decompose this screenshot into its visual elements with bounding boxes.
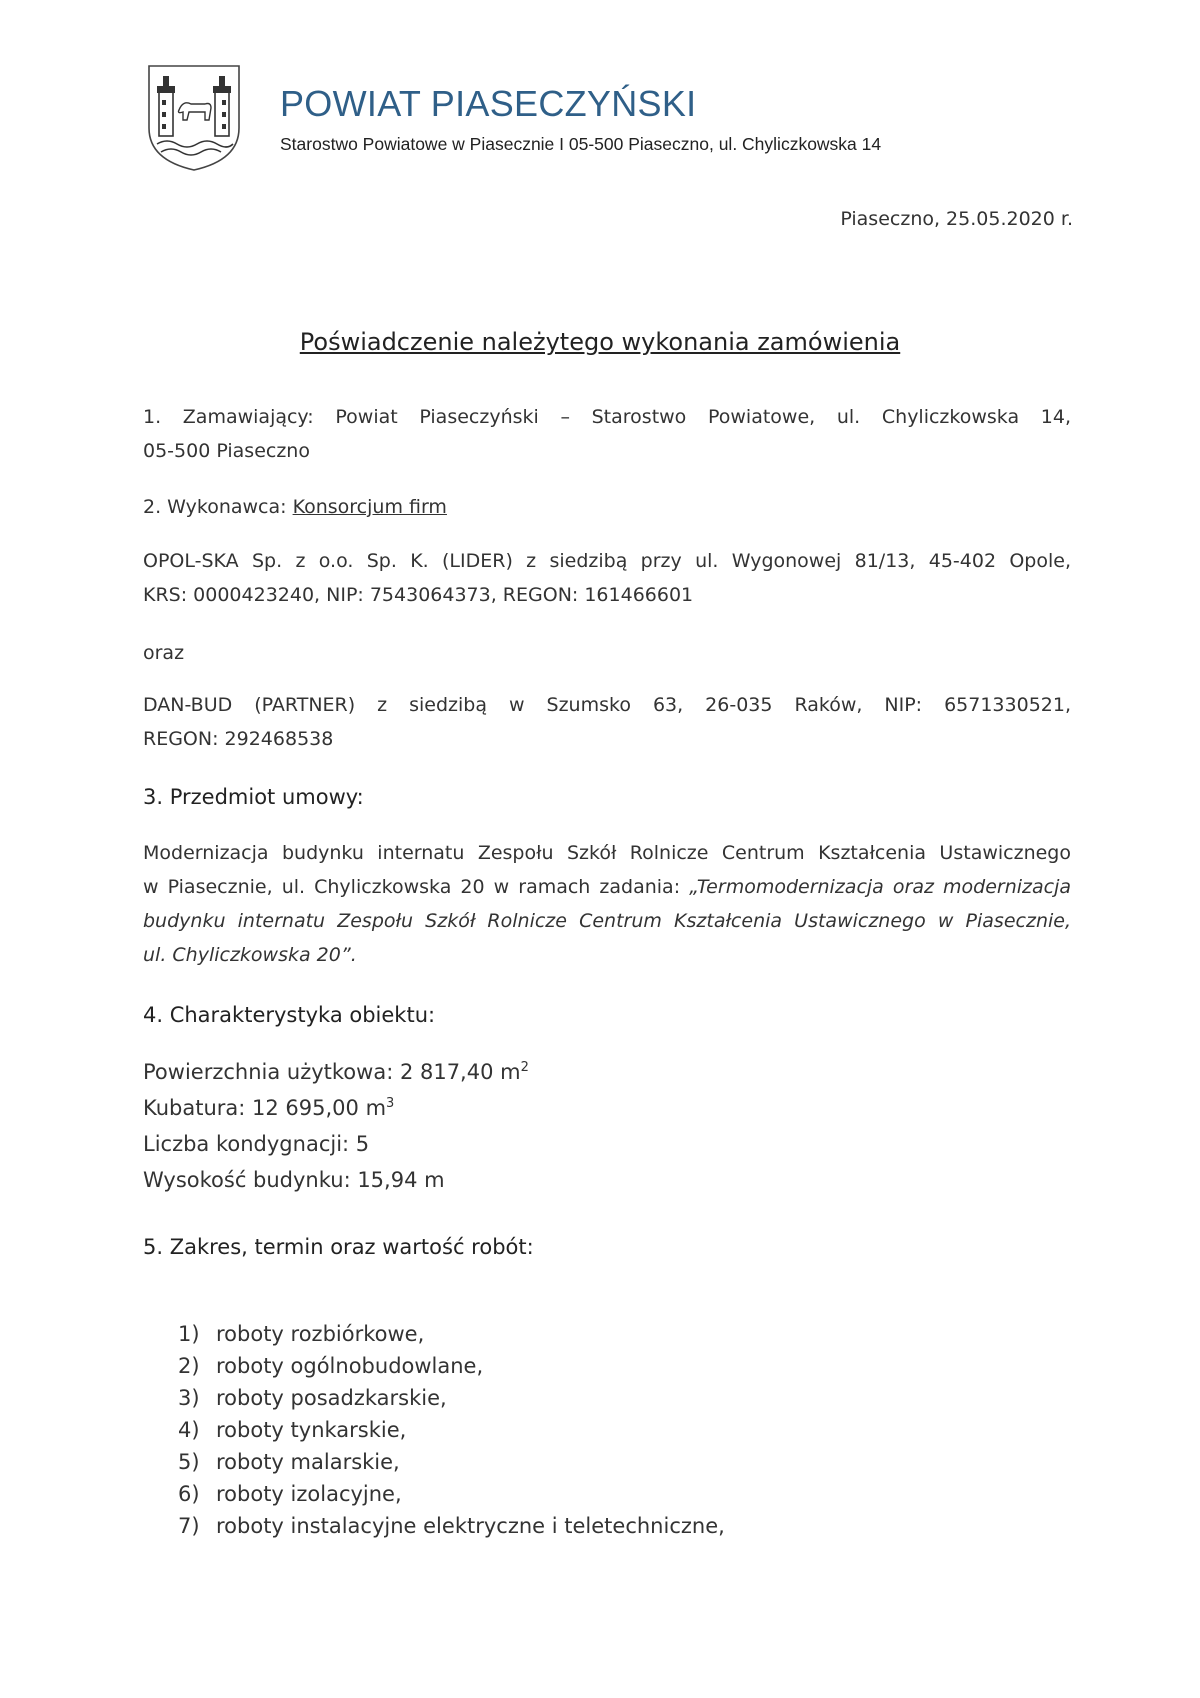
section-3-line-2-italic: „Termomodernizacja oraz modernizacja: [689, 876, 1072, 898]
firm-2: [143, 688, 1071, 756]
section-2-contractor: [143, 490, 1071, 524]
section-3-body: [143, 836, 1071, 972]
list-item: 3) roboty posadzkarskie,: [178, 1386, 447, 1410]
param-storeys: Liczba kondygnacji: 5: [143, 1132, 370, 1156]
document-title: Poświadczenie należytego wykonania zamówienia: [299, 328, 901, 356]
section-3-line-2-plain: w Piasecznie, ul. Chyliczkowska 20 w ramach zadania:: [143, 876, 690, 898]
firm-1: [143, 544, 1071, 612]
list-item: 2) roboty ogólnobudowlane,: [178, 1354, 484, 1378]
param-usable-area-sup: 2: [520, 1060, 529, 1075]
section-3-line-2: [143, 870, 1071, 904]
list-item: 6) roboty izolacyjne,: [178, 1482, 402, 1506]
section-2-label: 2. Wykonawca:: [143, 496, 287, 518]
param-volume-sup: 3: [386, 1096, 395, 1111]
firm-1-line-1: OPOL-SKA Sp. z o.o. Sp. K. (LIDER) z siedzibą przy ul. Wygonowej 81/13, 45-402 Opole,: [143, 550, 1071, 572]
param-height: Wysokość budynku: 15,94 m: [143, 1168, 445, 1192]
conjunction: oraz: [143, 642, 185, 664]
building-parameters: [143, 1054, 529, 1198]
coat-of-arms-icon: [145, 62, 243, 174]
document-date: Piaseczno, 25.05.2020 r.: [840, 208, 1073, 230]
section-2-value: Konsorcjum firm: [292, 496, 447, 518]
section-1-value: Powiat Piaseczyński – Starostwo Powiatowe, ul. Chyliczkowska 14,: [335, 406, 1071, 428]
list-item: 7) roboty instalacyjne elektryczne i teletechniczne,: [178, 1514, 725, 1538]
section-3-heading: 3. Przedmiot umowy:: [143, 785, 364, 809]
firm-2-line-2: REGON: 292468538: [143, 728, 334, 750]
works-list: [178, 1318, 725, 1542]
firm-1-line-2: KRS: 0000423240, NIP: 7543064373, REGON: 161466601: [143, 584, 694, 606]
section-1-line-2: 05-500 Piaseczno: [143, 440, 310, 462]
list-item: 1) roboty rozbiórkowe,: [178, 1322, 425, 1346]
list-item: 4) roboty tynkarskie,: [178, 1418, 407, 1442]
section-3-line-4: ul. Chyliczkowska 20”.: [143, 944, 357, 966]
firm-2-line-1: DAN-BUD (PARTNER) z siedzibą w Szumsko 63, 26-035 Raków, NIP: 6571330521,: [143, 694, 1071, 716]
section-3-line-3: budynku internatu Zespołu Szkół Rolnicze Centrum Kształcenia Ustawicznego w Piasecznie,: [143, 910, 1071, 932]
section-1-label: 1. Zamawiający:: [143, 406, 314, 428]
section-5-heading: 5. Zakres, termin oraz wartość robót:: [143, 1235, 534, 1259]
section-3-line-1: Modernizacja budynku internatu Zespołu Szkół Rolnicze Centrum Kształcenia Ustawicznego: [143, 842, 1071, 864]
list-item: 5) roboty malarskie,: [178, 1450, 400, 1474]
param-usable-area: Powierzchnia użytkowa: 2 817,40 $m^2$: [143, 1060, 529, 1084]
organization-address: Starostwo Powiatowe w Piasecznie I 05-500 Piaseczno, ul. Chyliczkowska 14: [280, 134, 882, 154]
section-1-line-1: [143, 400, 1071, 434]
param-volume: Kubatura: 12 695,00 $m^3$: [143, 1096, 395, 1120]
section-1-contracting-party: [143, 400, 1071, 468]
organization-name: POWIAT PIASECZYŃSKI: [280, 83, 697, 124]
section-4-heading: 4. Charakterystyka obiektu:: [143, 1003, 436, 1027]
